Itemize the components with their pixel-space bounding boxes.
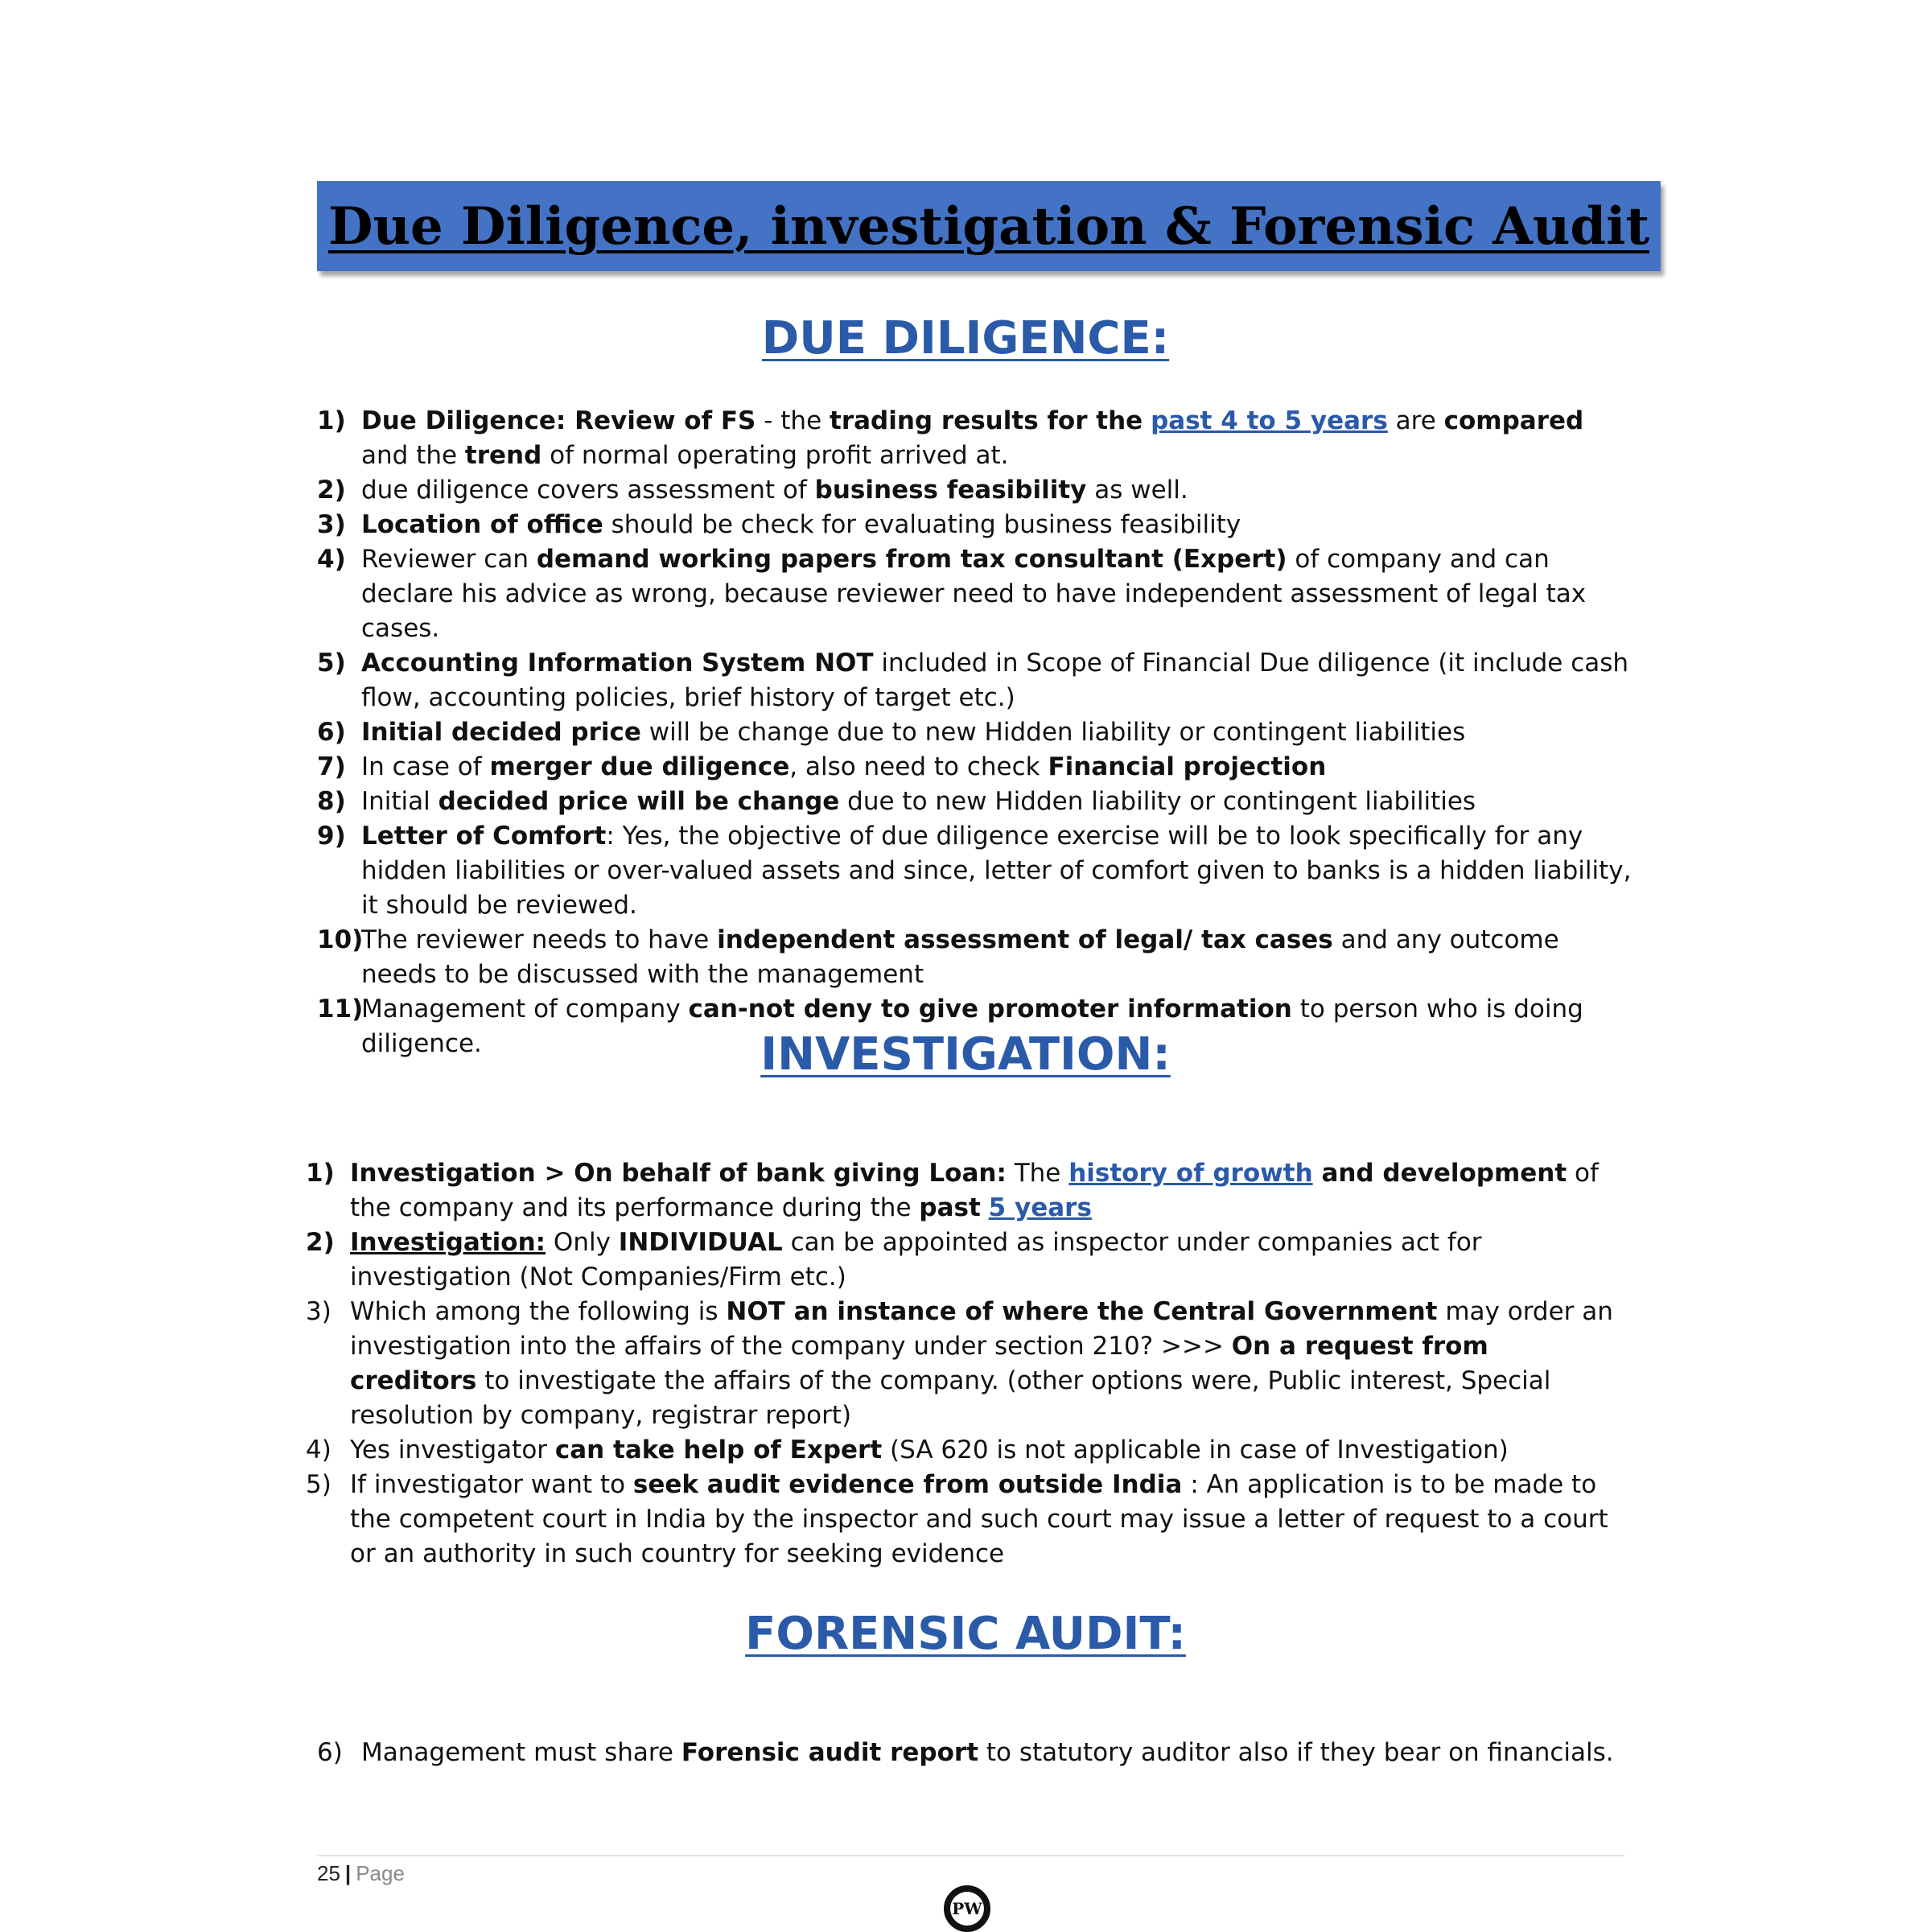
bold-text: trading results for the bbox=[830, 406, 1143, 435]
item-text bbox=[350, 1433, 1613, 1468]
bold-text: Investigation: bbox=[350, 1228, 546, 1257]
body-text: Management must share bbox=[361, 1738, 681, 1767]
section-heading-due-diligence: DUE DILIGENCE: bbox=[761, 312, 1170, 365]
body-text: - bbox=[756, 406, 781, 435]
bold-text: Forensic audit report bbox=[681, 1738, 979, 1767]
bold-text: compared bbox=[1443, 406, 1584, 435]
bold-text: Financial projection bbox=[1048, 752, 1327, 781]
item-text bbox=[361, 750, 1637, 785]
footer-separator: | bbox=[344, 1861, 352, 1885]
highlight-text: 5 years bbox=[988, 1193, 1092, 1222]
item-number: 5) bbox=[317, 649, 346, 678]
body-text: are bbox=[1387, 406, 1444, 435]
bold-text: trend bbox=[464, 441, 542, 470]
body-text: to investigate the affairs of the company. (other options were, Public interest, Special resolution by company, registrar report) bbox=[350, 1366, 1551, 1430]
body-text: of normal operating profit arrived at. bbox=[541, 441, 1009, 470]
body-text: and the bbox=[361, 441, 465, 470]
body-text: can be appointed as inspector under companies act for investigation (Not Companies/Firm etc.) bbox=[350, 1228, 1482, 1291]
list-item bbox=[317, 819, 1637, 923]
list-item bbox=[317, 750, 1637, 785]
body-text: : An application is to be made to the competent court in India by the inspector and such court may issue a letter of request to a court or an authority in such country for seeking evidence bbox=[350, 1470, 1608, 1568]
list-item bbox=[306, 1226, 1613, 1295]
item-number: 6) bbox=[317, 1738, 343, 1767]
bold-text: demand working papers from tax consultant (Expert) bbox=[536, 545, 1287, 574]
item-text bbox=[361, 473, 1637, 508]
body-text: should be check for evaluating business feasibility bbox=[603, 510, 1241, 539]
bold-text: can take help of Expert bbox=[554, 1436, 883, 1464]
list-item bbox=[317, 404, 1637, 473]
item-text bbox=[350, 1226, 1613, 1295]
bold-text: independent assessment of legal/ tax cases bbox=[717, 925, 1333, 954]
bold-text: Location of office bbox=[361, 510, 603, 539]
bold-text: past bbox=[919, 1193, 981, 1222]
bold-text: INDIVIDUAL bbox=[618, 1228, 783, 1257]
item-text bbox=[361, 715, 1637, 750]
body-text: (SA 620 is not applicable in case of Investigation) bbox=[882, 1436, 1509, 1464]
page-label: Page bbox=[356, 1861, 405, 1885]
list-item bbox=[317, 646, 1637, 715]
bold-text: business feasibility bbox=[814, 476, 1087, 505]
body-text: In case of bbox=[361, 752, 490, 781]
list-item bbox=[306, 1433, 1613, 1468]
item-number: 4) bbox=[317, 545, 346, 574]
list-item bbox=[317, 473, 1637, 508]
bold-text: and development bbox=[1312, 1159, 1567, 1188]
item-text bbox=[361, 508, 1637, 542]
body-text: the bbox=[780, 406, 830, 435]
forensic-audit-list bbox=[317, 1736, 1637, 1770]
body-text: due to new Hidden liability or contingent liabilities bbox=[839, 787, 1476, 816]
body-text: Yes investigator bbox=[350, 1436, 555, 1464]
body-text: : Yes, the objective of due diligence exercise will be to look specifically for any hidden liabilities or over-valued assets and since, letter of comfort given to banks is a hidden liability, it should be reviewed. bbox=[361, 822, 1632, 920]
item-number: 4) bbox=[306, 1436, 331, 1464]
bold-text: On a request from creditors bbox=[350, 1332, 1488, 1395]
list-item bbox=[317, 508, 1637, 542]
body-text: , also need to check bbox=[789, 752, 1048, 781]
bold-text: Accounting Information System NOT bbox=[361, 649, 874, 678]
list-item bbox=[317, 542, 1637, 646]
logo-text: PW bbox=[950, 1892, 984, 1926]
bold-text: Investigation > On behalf of bank giving Loan: bbox=[350, 1159, 1007, 1188]
highlight-text: past 4 to 5 years bbox=[1151, 406, 1388, 435]
body-text: to person who is doing diligence. bbox=[361, 995, 1583, 1058]
item-number: 11) bbox=[317, 995, 364, 1024]
item-text bbox=[361, 785, 1637, 819]
item-text bbox=[361, 542, 1637, 646]
item-number: 5) bbox=[306, 1470, 331, 1499]
footer-divider bbox=[317, 1855, 1624, 1856]
body-text: of company and can declare his advice as wrong, because reviewer need to have independent assessment of legal tax cases. bbox=[361, 545, 1587, 643]
body-text: Only bbox=[546, 1228, 619, 1257]
list-item bbox=[306, 1156, 1613, 1226]
body-text: will be change due to new Hidden liability or contingent liabilities bbox=[640, 718, 1466, 747]
list-item bbox=[317, 1736, 1637, 1770]
bold-text: merger due diligence bbox=[489, 752, 790, 781]
section-heading-investigation: INVESTIGATION: bbox=[760, 1028, 1171, 1081]
bold-text: seek audit evidence from outside India bbox=[632, 1470, 1183, 1499]
body-text: If investigator want to bbox=[350, 1470, 633, 1499]
item-text bbox=[361, 1736, 1637, 1770]
title-banner bbox=[317, 181, 1661, 271]
list-item bbox=[306, 1295, 1613, 1433]
item-text bbox=[361, 923, 1637, 992]
list-item bbox=[317, 923, 1637, 992]
body-text bbox=[981, 1193, 989, 1222]
bold-text: Letter of Comfort bbox=[361, 822, 607, 851]
body-text: Management of company bbox=[361, 995, 689, 1024]
section-heading-forensic-audit: FORENSIC AUDIT: bbox=[745, 1608, 1186, 1660]
bold-text: can-not deny to give promoter information bbox=[688, 995, 1292, 1024]
item-text bbox=[350, 1468, 1613, 1572]
item-number: 8) bbox=[317, 787, 346, 816]
body-text: Reviewer can bbox=[361, 545, 537, 574]
body-text: The bbox=[1006, 1159, 1069, 1188]
body-text: The reviewer needs to have bbox=[361, 925, 718, 954]
list-item bbox=[306, 1468, 1613, 1572]
item-number: 10) bbox=[317, 925, 364, 954]
item-number: 1) bbox=[306, 1159, 335, 1188]
body-text: Which among the following is bbox=[350, 1297, 727, 1326]
bold-text: NOT an instance of where the Central Government bbox=[726, 1297, 1438, 1326]
item-text bbox=[350, 1156, 1613, 1226]
bold-text: Initial decided price bbox=[361, 718, 641, 747]
due-diligence-list bbox=[317, 404, 1637, 1061]
item-number: 2) bbox=[306, 1228, 335, 1257]
item-text bbox=[361, 404, 1637, 473]
bold-text: Due Diligence: Review of FS bbox=[361, 406, 756, 435]
highlight-text: history of growth bbox=[1068, 1159, 1313, 1188]
page-footer bbox=[317, 1861, 405, 1886]
item-number: 3) bbox=[317, 510, 346, 539]
body-text: as well. bbox=[1086, 476, 1188, 505]
page-number: 25 bbox=[317, 1861, 340, 1885]
list-item bbox=[317, 715, 1637, 750]
body-text: of the company and its performance during the bbox=[350, 1159, 1599, 1222]
item-number: 9) bbox=[317, 822, 346, 851]
item-number: 7) bbox=[317, 752, 346, 781]
item-number: 3) bbox=[306, 1297, 331, 1326]
body-text: may order an investigation into the affairs of the company under section 210? >>> bbox=[350, 1297, 1613, 1361]
body-text: Initial bbox=[361, 787, 438, 816]
item-number: 6) bbox=[317, 718, 346, 747]
list-item bbox=[317, 785, 1637, 819]
item-number: 1) bbox=[317, 406, 346, 435]
investigation-list bbox=[306, 1156, 1613, 1572]
body-text: included in Scope of Financial Due diligence (it include cash flow, accounting policies, brief history of target etc.) bbox=[361, 649, 1629, 712]
bold-text: decided price will be change bbox=[438, 787, 840, 816]
body-text: due diligence covers assessment of bbox=[361, 476, 815, 505]
pw-logo bbox=[944, 1885, 990, 1932]
item-text bbox=[361, 646, 1637, 715]
item-number: 2) bbox=[317, 476, 346, 505]
item-text bbox=[350, 1295, 1613, 1433]
page-title: Due Diligence, investigation & Forensic Audit bbox=[327, 196, 1650, 257]
body-text bbox=[1143, 406, 1151, 435]
body-text: and any outcome needs to be discussed with the management bbox=[361, 925, 1559, 989]
body-text: to statutory auditor also if they bear on financials. bbox=[978, 1738, 1614, 1767]
item-text bbox=[361, 819, 1637, 923]
